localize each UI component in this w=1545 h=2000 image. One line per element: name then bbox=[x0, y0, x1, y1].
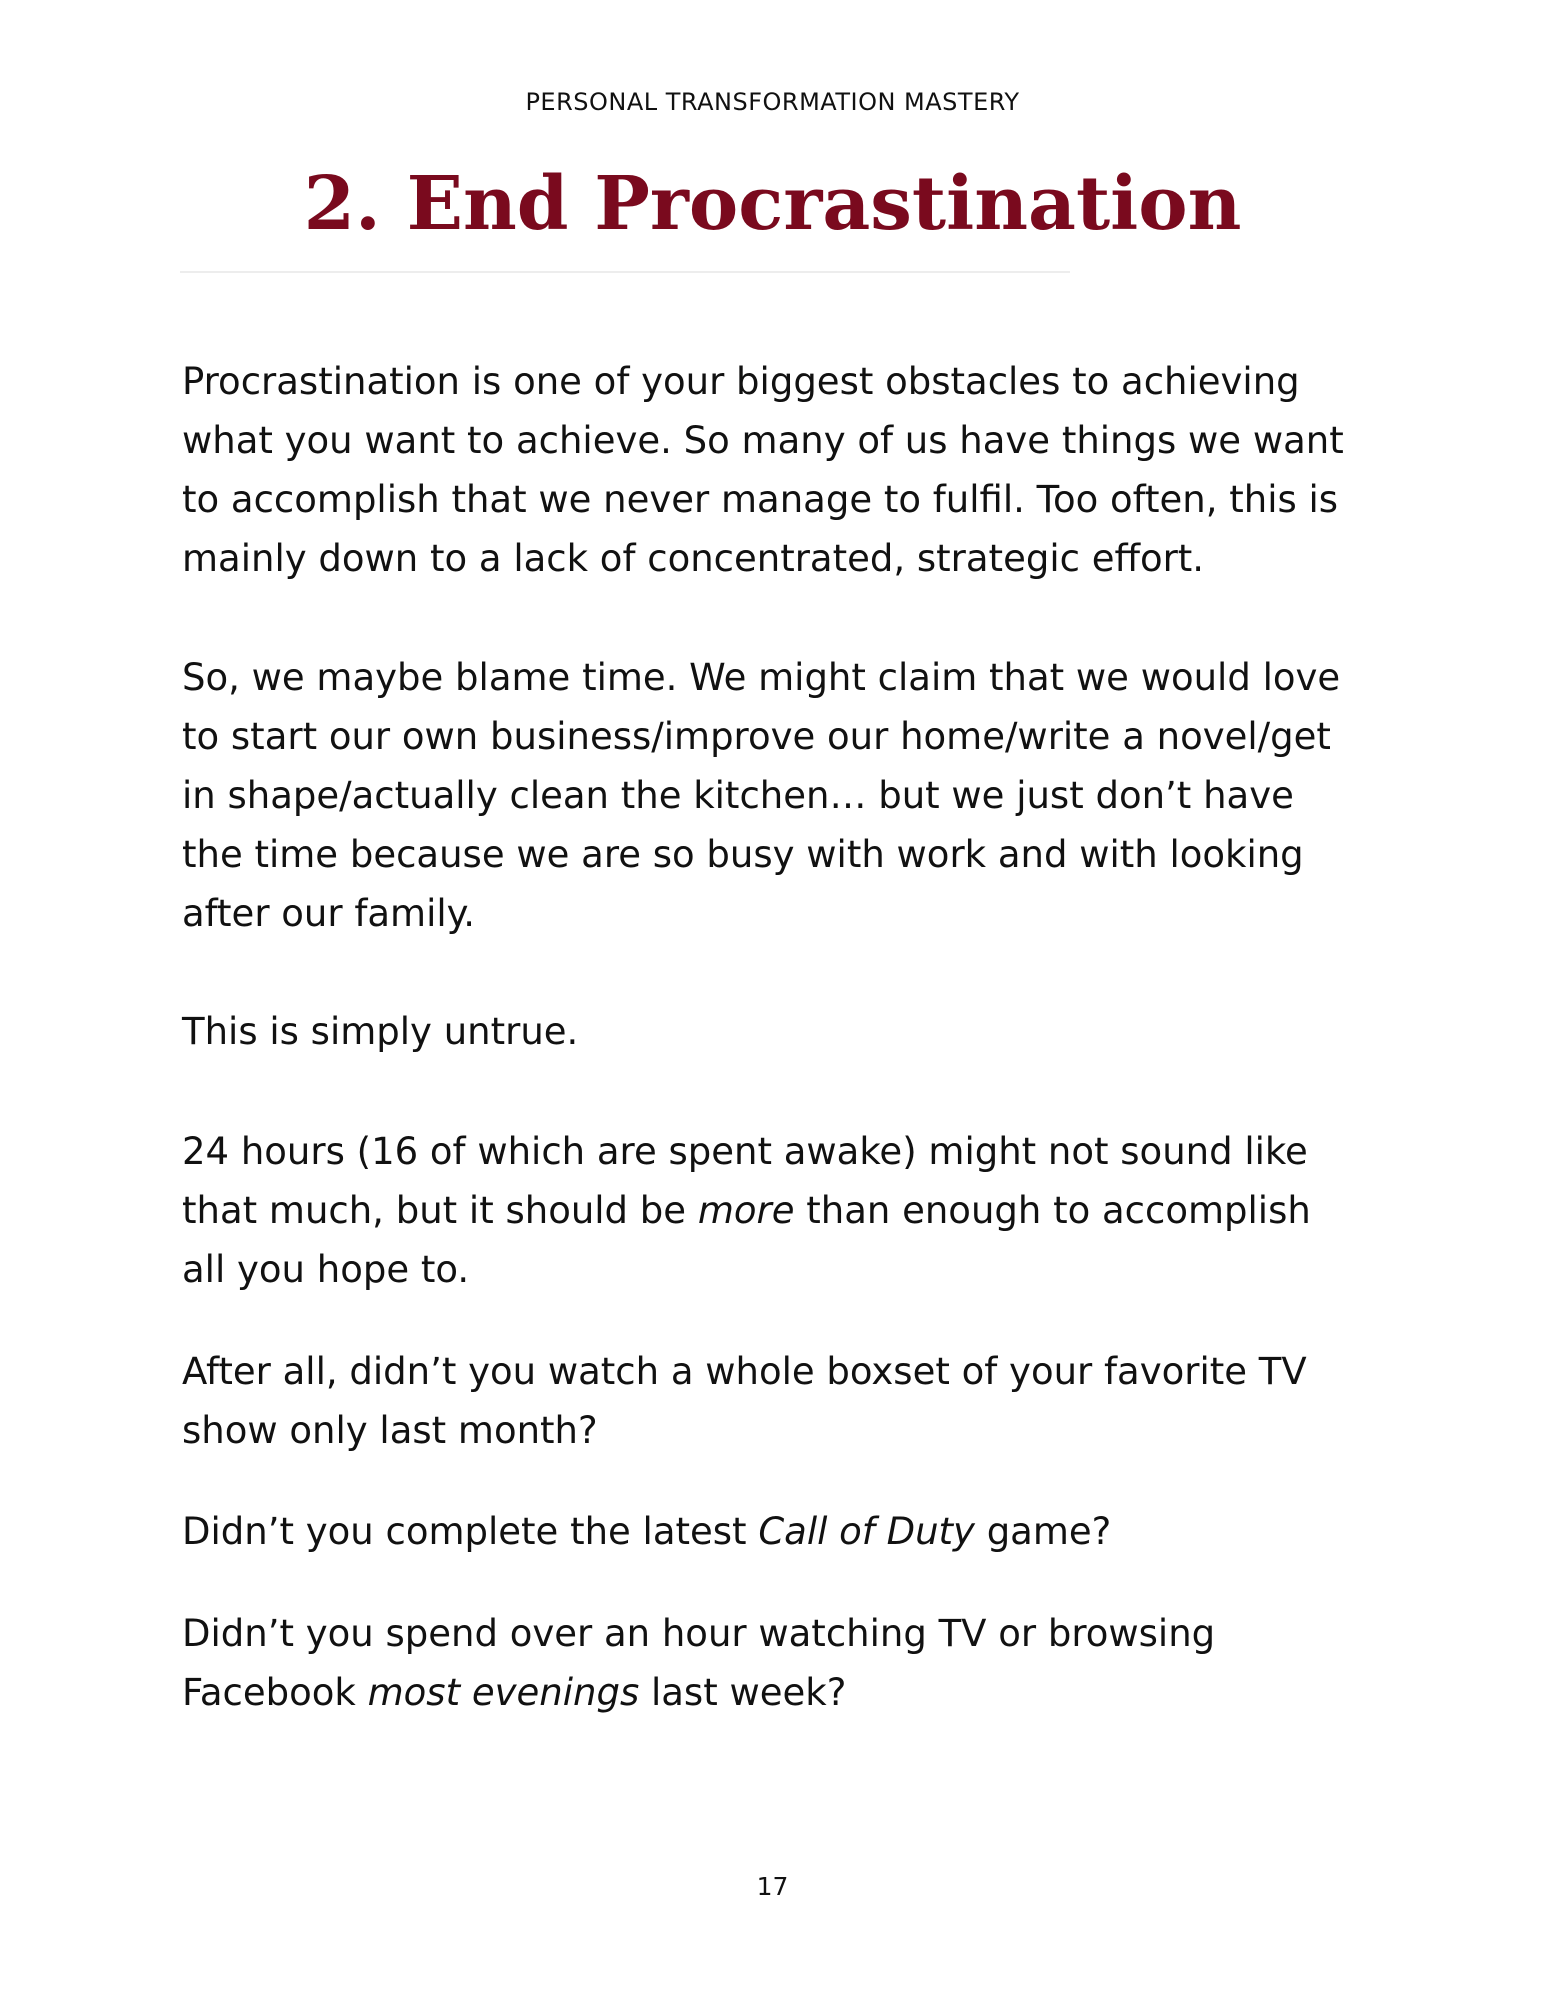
title-divider bbox=[180, 271, 1070, 273]
paragraph-call-of-duty bbox=[182, 1502, 1362, 1561]
paragraph-24-hours bbox=[182, 1122, 1362, 1299]
paragraph-evenings-text-end: last week? bbox=[639, 1671, 847, 1714]
paragraph-boxset: After all, didn’t you watch a whole boxset of your favorite TV show only last month? bbox=[182, 1350, 1307, 1452]
page-number: 17 bbox=[756, 1872, 789, 1901]
paragraph-evenings-text-start: Didn’t you spend over an hour watching TV or browsing Facebook bbox=[182, 1612, 1216, 1714]
paragraph-call-of-duty-text-end: game? bbox=[974, 1510, 1112, 1553]
running-header: PERSONAL TRANSFORMATION MASTERY bbox=[525, 88, 1020, 116]
chapter-title: 2. End Procrastination bbox=[303, 161, 1242, 247]
paragraph-24-hours-text-start: 24 hours (16 of which are spent awake) might not sound like that much, but it should be bbox=[182, 1130, 1308, 1232]
paragraph-24-hours-emphasis: more bbox=[697, 1189, 795, 1232]
paragraph-call-of-duty-text-start: Didn’t you complete the latest bbox=[182, 1510, 759, 1553]
paragraph-call-of-duty-emphasis: Call of Duty bbox=[758, 1510, 975, 1553]
paragraph-evenings bbox=[182, 1604, 1362, 1722]
paragraph-intro: Procrastination is one of your biggest obstacles to achieving what you want to achieve. So many of us have things we want to accomplish that we never manage to fulfil. Too often, this is mainly down to a lack of concentrated, strategic effort. bbox=[182, 360, 1344, 580]
paragraph-untrue: This is simply untrue. bbox=[182, 1010, 579, 1053]
paragraph-blame-time: So, we maybe blame time. We might claim that we would love to start our own business/improve our home/write a novel/get in shape/actually clean the kitchen… but we just don’t have the time because we are so busy with work and with looking after our family. bbox=[182, 656, 1341, 935]
paragraph-evenings-emphasis: most evenings bbox=[367, 1671, 640, 1714]
paragraph-24-hours-text-end: than enough to accomplish all you hope to. bbox=[182, 1189, 1311, 1291]
